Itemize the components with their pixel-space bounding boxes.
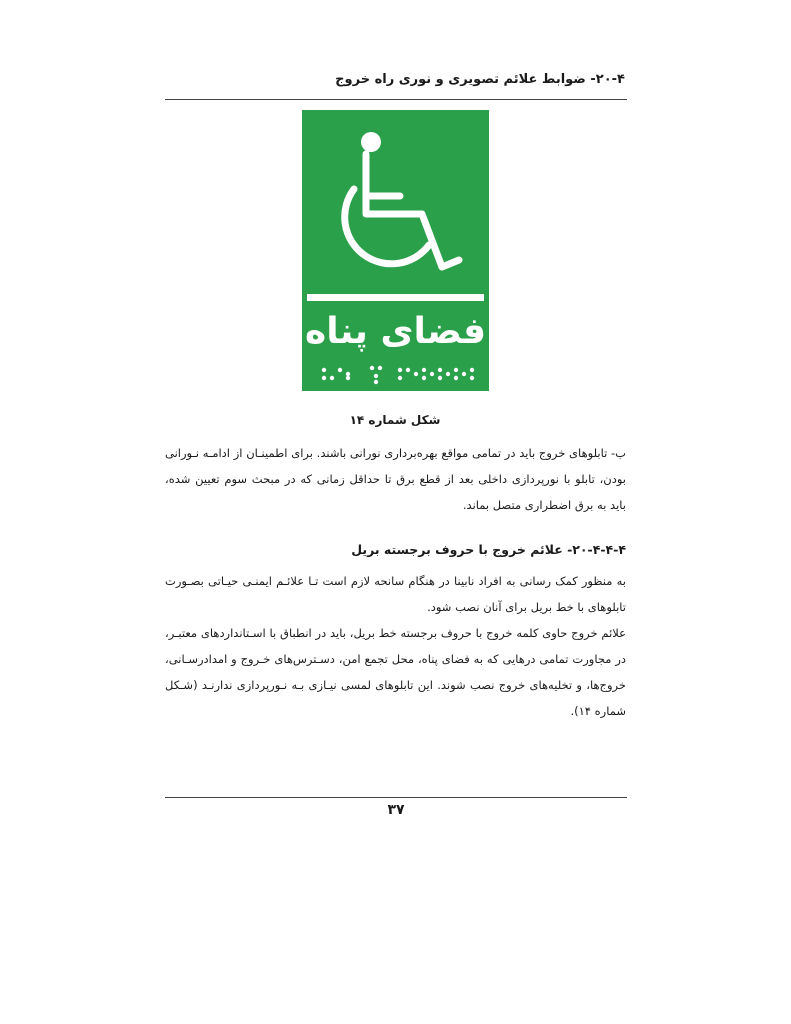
figure-caption: شکل شماره ۱۴ bbox=[349, 413, 441, 427]
paragraph-group bbox=[165, 568, 626, 724]
paragraph-braille-signs: علائم خروج حاوی کلمه خروج با حروف برجسته خط بریل، باید در انطباق با اسـتانداردهای معتبـر، در مجاورت تمامی درهایی که به فضای پناه، محل تجمع امن، دسـترس‌های خـروج و امدادرسـانی، خروج‌ها، و تخلیه‌های خروج نصب شوند. این تابلوهای لمسی نیـازی بـه نـورپردازی ندارنـد (شـکل شماره ۱۴). bbox=[165, 626, 626, 718]
sign-label: فضای پناه bbox=[304, 311, 487, 352]
braille-dots bbox=[322, 366, 474, 384]
page-header-title: ۲۰-۴- ضوابط علائم تصویری و نوری راه خروج bbox=[335, 72, 625, 87]
section-heading: ۲۰-۴-۴-۴- علائم خروج با حروف برجسته بریل bbox=[351, 542, 626, 557]
paragraph-b: ب- تابلوهای خروج باید در تمامی مواقع بهره‌برداری نورانی باشند. برای اطمینـان از ادامـه نـورانی بودن، تابلو با نورپردازی داخلی بعد از قطع برق تا حداقل زمانی که در مبحث سوم تعیین شده، باید به برق اضطراری متصل بماند. bbox=[165, 446, 626, 512]
refuge-area-sign bbox=[302, 110, 489, 391]
paragraph-braille-intro: به منظور کمک رسانی به افراد نابینا در هنگام سانحه لازم است تـا علائـم ایمنـی حیـاتی بصـورت تابلوهای با خط بریل برای آنان نصب شود. bbox=[165, 574, 626, 614]
page-number: ۳۷ bbox=[387, 802, 405, 818]
footer-divider bbox=[165, 797, 627, 798]
header-divider bbox=[165, 99, 627, 100]
